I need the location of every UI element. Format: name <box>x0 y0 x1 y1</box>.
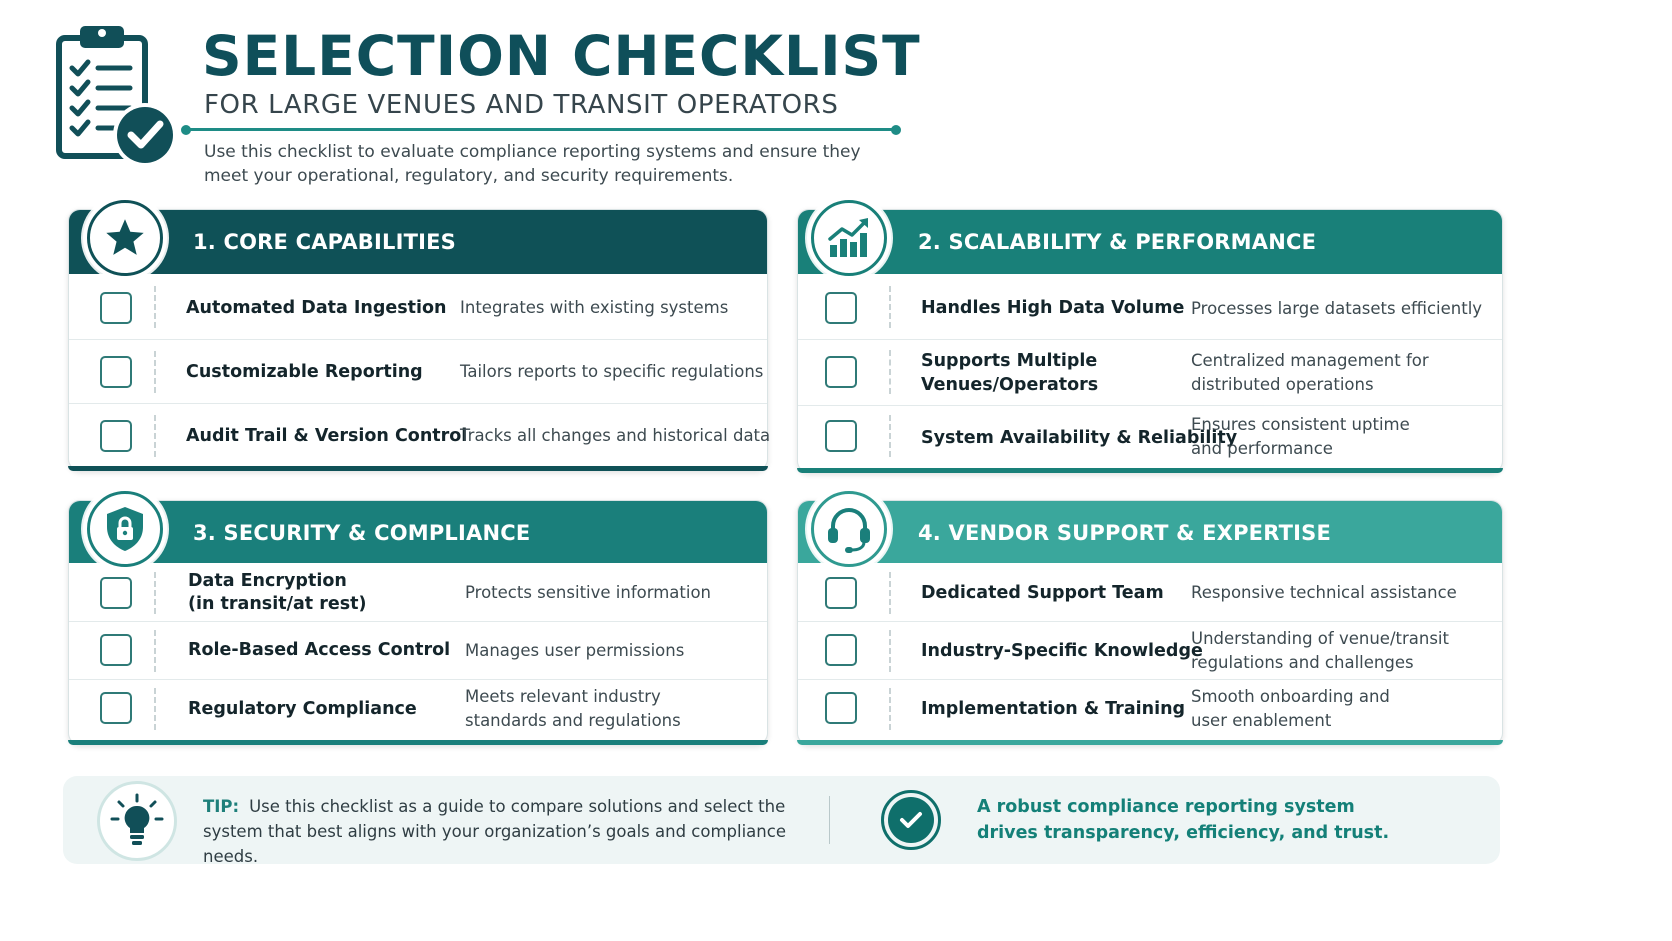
checklist-row <box>69 274 767 340</box>
header-divider <box>186 128 896 131</box>
checklist-row <box>798 680 1502 742</box>
checklist-row <box>69 680 767 742</box>
card-accent <box>68 740 768 745</box>
item-label: Dedicated Support Team <box>921 583 1164 603</box>
card-title: 2. SCALABILITY & PERFORMANCE <box>918 230 1317 254</box>
item-desc: Tracks all changes and historical data <box>460 426 771 445</box>
item-desc: Manages user permissions <box>465 641 685 660</box>
row-divider <box>889 350 891 394</box>
headset-icon <box>824 504 874 554</box>
clipboard-checklist-icon <box>56 22 180 170</box>
item-desc-line2: and performance <box>1191 439 1333 458</box>
checklist-row <box>69 563 767 622</box>
item-desc-line2: user enablement <box>1191 711 1332 730</box>
tip-text <box>203 794 813 869</box>
item-desc: Tailors reports to specific regulations <box>460 362 764 381</box>
item-desc: Integrates with existing systems <box>460 298 729 317</box>
check-circle-icon <box>881 790 941 850</box>
checklist-row <box>798 406 1502 470</box>
row-divider <box>154 286 156 328</box>
checkbox[interactable] <box>100 420 132 452</box>
card-badge <box>807 487 891 571</box>
item-desc: Responsive technical assistance <box>1191 583 1457 602</box>
checklist-row <box>798 622 1502 680</box>
card-vendor-support <box>797 500 1503 745</box>
tip-divider <box>829 796 830 844</box>
intro-text: Use this checklist to evaluate compliance reporting systems and ensure they meet your operational, regulatory, and security requirements. <box>204 142 861 186</box>
card-badge <box>807 196 891 280</box>
star-icon <box>103 216 147 260</box>
item-desc-line2: standards and regulations <box>465 711 681 730</box>
row-divider <box>889 688 891 730</box>
checkbox[interactable] <box>100 634 132 666</box>
row-divider <box>889 415 891 457</box>
checkbox[interactable] <box>100 692 132 724</box>
item-label: System Availability & Reliability <box>921 428 1238 448</box>
checkbox[interactable] <box>825 577 857 609</box>
page-subtitle: FOR LARGE VENUES AND TRANSIT OPERATORS <box>204 90 839 120</box>
item-desc: Processes large datasets efficiently <box>1191 299 1483 318</box>
row-divider <box>889 572 891 614</box>
growth-chart-icon <box>826 215 872 261</box>
card-title: 4. VENDOR SUPPORT & EXPERTISE <box>918 521 1332 545</box>
page-title: SELECTION CHECKLIST <box>202 24 921 88</box>
item-label-line2: Venues/Operators <box>921 375 1099 395</box>
item-label: Industry-Specific Knowledge <box>921 641 1203 661</box>
item-desc: Protects sensitive information <box>465 583 712 602</box>
item-label: Regulatory Compliance <box>188 699 417 719</box>
checkbox[interactable] <box>825 692 857 724</box>
tip-claim: A robust compliance reporting system drives transparency, efficiency, and trust. <box>977 797 1390 843</box>
checklist-row <box>69 340 767 404</box>
card-scalability-performance <box>797 209 1503 473</box>
row-divider <box>154 415 156 457</box>
checkbox[interactable] <box>100 292 132 324</box>
item-label: Handles High Data Volume <box>921 298 1185 318</box>
item-label: Role-Based Access Control <box>188 640 451 660</box>
checklist-row <box>798 563 1502 622</box>
row-divider <box>154 572 156 614</box>
item-label-line2: (in transit/at rest) <box>188 594 367 614</box>
checklist-row <box>798 340 1502 406</box>
item-desc: Smooth onboarding and <box>1191 687 1390 706</box>
card-accent <box>797 740 1503 745</box>
card-badge <box>83 487 167 571</box>
checklist-row <box>69 622 767 680</box>
row-divider <box>889 630 891 672</box>
item-label: Automated Data Ingestion <box>186 298 447 318</box>
item-desc-line2: regulations and challenges <box>1191 653 1414 672</box>
item-desc-line2: distributed operations <box>1191 375 1374 394</box>
item-desc: Ensures consistent uptime <box>1191 415 1410 434</box>
checkbox[interactable] <box>825 420 857 452</box>
checkbox[interactable] <box>100 356 132 388</box>
item-desc: Meets relevant industry <box>465 687 661 706</box>
row-divider <box>154 351 156 393</box>
item-label: Data Encryption <box>188 571 347 591</box>
item-label: Implementation & Training <box>921 699 1186 719</box>
card-accent <box>68 466 768 471</box>
card-title: 1. CORE CAPABILITIES <box>193 230 456 254</box>
shield-lock-icon <box>103 505 147 553</box>
checkbox[interactable] <box>825 634 857 666</box>
item-desc: Centralized management for <box>1191 351 1429 370</box>
item-label: Audit Trail & Version Control <box>186 426 468 446</box>
checkbox[interactable] <box>100 577 132 609</box>
item-label: Supports Multiple <box>921 351 1098 371</box>
card-title: 3. SECURITY & COMPLIANCE <box>193 521 531 545</box>
item-label: Customizable Reporting <box>186 362 423 382</box>
row-divider <box>889 286 891 328</box>
checkbox[interactable] <box>825 292 857 324</box>
card-security-compliance <box>68 500 768 745</box>
card-core-capabilities <box>68 209 771 471</box>
row-divider <box>154 688 156 730</box>
checklist-row <box>798 274 1502 340</box>
tip-label: TIP: <box>203 797 240 816</box>
row-divider <box>154 630 156 672</box>
checklist-row <box>69 404 771 468</box>
tip-body: Use this checklist as a guide to compare solutions and select the system that best aligns with your organization’s goals and compliance needs. <box>203 797 786 866</box>
card-badge <box>83 196 167 280</box>
checkbox[interactable] <box>825 356 857 388</box>
item-desc: Understanding of venue/transit <box>1191 629 1449 648</box>
tip-bar <box>63 776 1500 864</box>
lightbulb-icon <box>97 781 177 861</box>
card-accent <box>797 468 1503 473</box>
